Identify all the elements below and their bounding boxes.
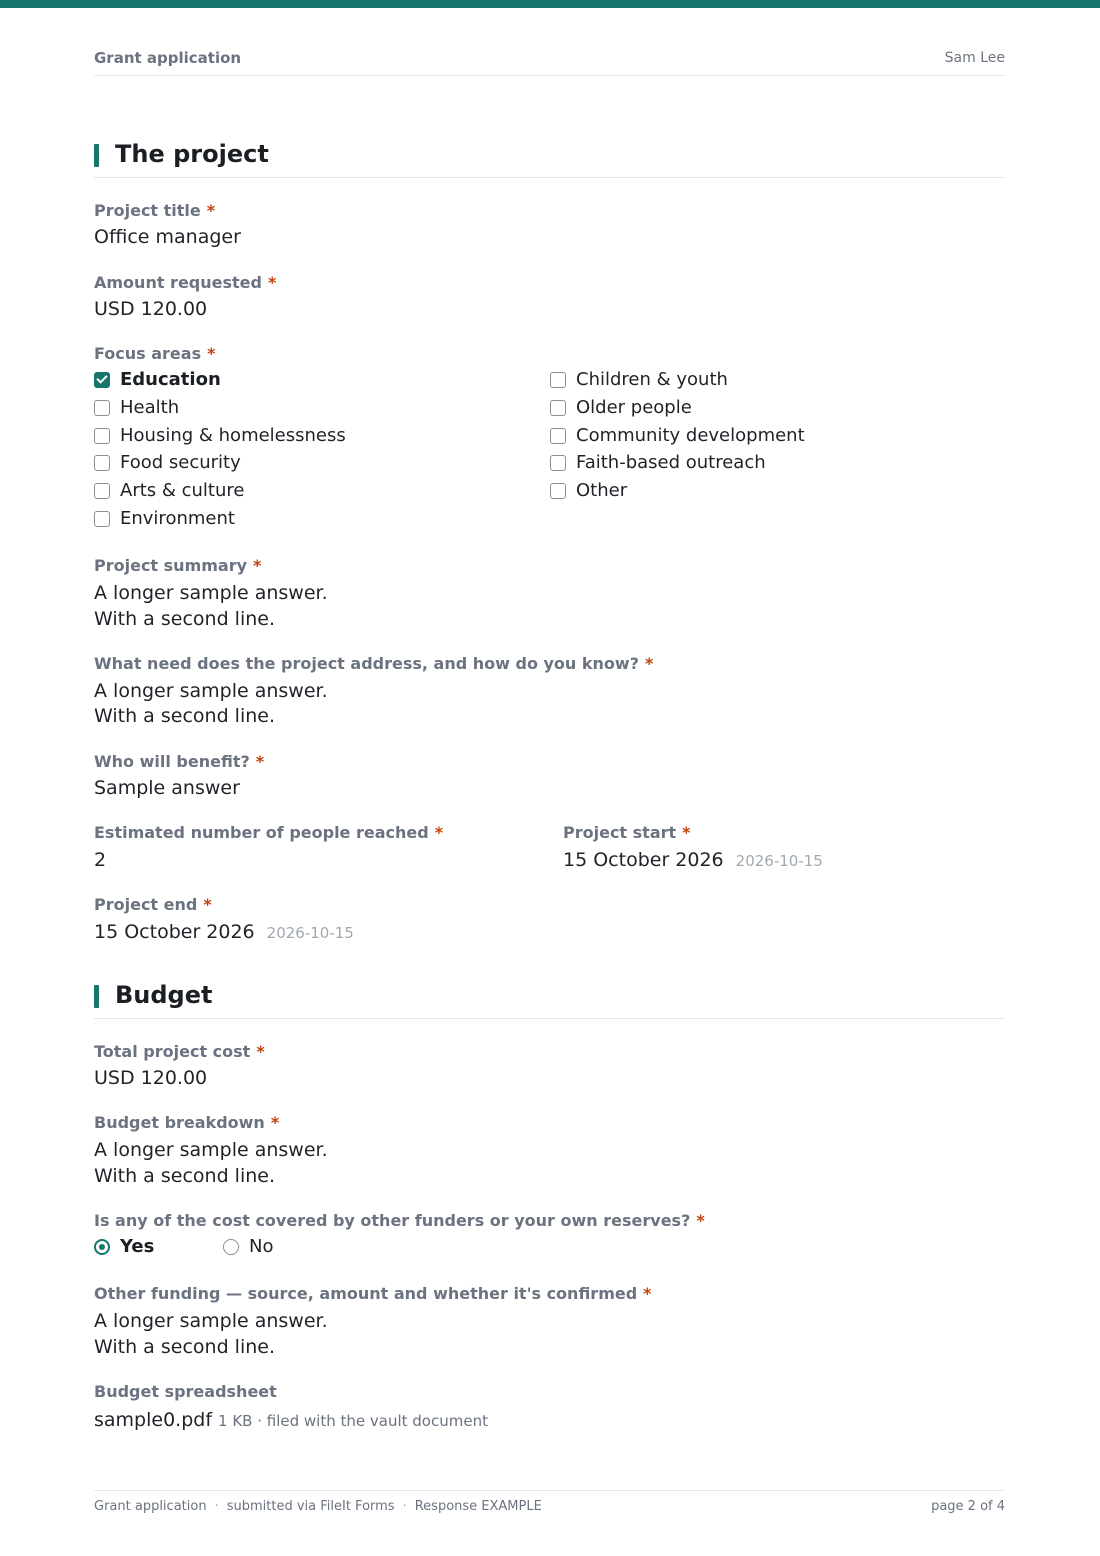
iso-date: 2026-10-15 bbox=[735, 852, 823, 870]
page-header bbox=[94, 48, 1005, 76]
app-title: Grant application bbox=[94, 49, 242, 67]
required-mark: * bbox=[434, 823, 444, 842]
iso-date: 2026-10-15 bbox=[266, 924, 354, 942]
radio-icon[interactable] bbox=[223, 1239, 239, 1255]
required-mark: * bbox=[256, 1042, 265, 1061]
project-summary-label: Project summary * bbox=[94, 556, 262, 575]
amount-requested-value: USD 120.00 bbox=[94, 298, 208, 320]
file-name[interactable]: sample0.pdf bbox=[94, 1409, 213, 1431]
required-mark: * bbox=[270, 1113, 280, 1132]
need-line1: A longer sample answer. bbox=[94, 680, 328, 702]
separator-dot: · bbox=[402, 1499, 407, 1514]
checkbox-icon[interactable] bbox=[94, 400, 110, 416]
people-reached-label: Estimated number of people reached * bbox=[94, 823, 444, 842]
option-label: No bbox=[249, 1236, 274, 1257]
need-label: What need does the project address, and how do you know? * bbox=[94, 654, 654, 673]
other-funding-line2: With a second line. bbox=[94, 1336, 275, 1358]
option-label: Environment bbox=[120, 508, 235, 529]
need-line2: With a second line. bbox=[94, 705, 275, 727]
beneficiaries-value: Sample answer bbox=[94, 777, 240, 799]
people-reached-value: 2 bbox=[94, 849, 107, 871]
option-label: Education bbox=[120, 369, 221, 390]
required-mark: * bbox=[267, 273, 277, 292]
option-label: Arts & culture bbox=[120, 480, 245, 501]
budget-breakdown-line2: With a second line. bbox=[94, 1165, 275, 1187]
other-funding-line1: A longer sample answer. bbox=[94, 1310, 328, 1332]
project-end-label: Project end * bbox=[94, 895, 212, 914]
option-label: Children & youth bbox=[576, 369, 728, 390]
required-mark: * bbox=[696, 1211, 705, 1230]
checkbox-icon[interactable] bbox=[550, 455, 566, 471]
project-title-value: Office manager bbox=[94, 226, 241, 248]
checkbox-icon[interactable] bbox=[550, 483, 566, 499]
budget-breakdown-label: Budget breakdown * bbox=[94, 1113, 280, 1132]
required-mark: * bbox=[206, 201, 216, 220]
project-start-label: Project start * bbox=[563, 823, 691, 842]
footer-form-name: Grant application bbox=[94, 1499, 207, 1514]
required-mark: * bbox=[643, 1284, 652, 1303]
checkbox-checked-icon[interactable] bbox=[94, 372, 110, 388]
required-mark: * bbox=[644, 654, 654, 673]
separator-dot: · bbox=[214, 1499, 219, 1514]
beneficiaries-label: Who will benefit? * bbox=[94, 752, 265, 771]
section-budget bbox=[94, 981, 1005, 1019]
option-label: Yes bbox=[120, 1236, 155, 1257]
checkbox-icon[interactable] bbox=[94, 511, 110, 527]
other-funding-label: Other funding — source, amount and whether it's confirmed * bbox=[94, 1284, 652, 1303]
project-summary-line1: A longer sample answer. bbox=[94, 582, 328, 604]
checkbox-icon[interactable] bbox=[550, 372, 566, 388]
section-accent-bar bbox=[94, 144, 99, 167]
footer-submitted-via: submitted via FileIt Forms bbox=[226, 1499, 395, 1514]
checkbox-icon[interactable] bbox=[94, 428, 110, 444]
required-mark: * bbox=[255, 752, 265, 771]
checkbox-icon[interactable] bbox=[550, 400, 566, 416]
footer-response: Response EXAMPLE bbox=[414, 1499, 542, 1514]
budget-spreadsheet-file[interactable] bbox=[94, 1407, 488, 1434]
required-mark: * bbox=[682, 823, 691, 842]
budget-breakdown-line1: A longer sample answer. bbox=[94, 1139, 328, 1161]
project-end-value: 15 October 2026 2026-10-15 bbox=[94, 921, 354, 943]
option-label: Other bbox=[576, 480, 628, 501]
user-name: Sam Lee bbox=[944, 50, 1005, 66]
required-mark: * bbox=[207, 344, 216, 363]
page-footer bbox=[94, 1490, 1005, 1520]
radio-selected-icon[interactable] bbox=[94, 1239, 110, 1255]
total-cost-label: Total project cost * bbox=[94, 1042, 265, 1061]
amount-requested-label: Amount requested * bbox=[94, 273, 277, 292]
option-label: Housing & homelessness bbox=[120, 425, 346, 446]
section-accent-bar bbox=[94, 985, 99, 1008]
section-the-project bbox=[94, 140, 1005, 178]
top-accent-bar bbox=[0, 0, 1100, 8]
project-start-value: 15 October 2026 2026-10-15 bbox=[563, 849, 823, 871]
other-funders-label: Is any of the cost covered by other funders or your own reserves? * bbox=[94, 1211, 705, 1230]
section-title: The project bbox=[115, 140, 269, 168]
project-title-label: Project title * bbox=[94, 201, 216, 220]
total-cost-value: USD 120.00 bbox=[94, 1067, 208, 1089]
checkbox-icon[interactable] bbox=[550, 428, 566, 444]
option-label: Community development bbox=[576, 425, 805, 446]
focus-areas-label: Focus areas * bbox=[94, 344, 216, 363]
option-label: Older people bbox=[576, 397, 692, 418]
checkbox-icon[interactable] bbox=[94, 483, 110, 499]
footer-left bbox=[94, 1499, 542, 1514]
file-meta: 1 KB · filed with the vault document bbox=[218, 1412, 488, 1430]
checkbox-icon[interactable] bbox=[94, 455, 110, 471]
section-title: Budget bbox=[115, 981, 213, 1009]
required-mark: * bbox=[253, 556, 262, 575]
project-summary-line2: With a second line. bbox=[94, 608, 275, 630]
option-label: Food security bbox=[120, 452, 241, 473]
page-number: page 2 of 4 bbox=[931, 1499, 1005, 1514]
option-label: Health bbox=[120, 397, 180, 418]
option-label: Faith-based outreach bbox=[576, 452, 766, 473]
required-mark: * bbox=[203, 895, 212, 914]
budget-spreadsheet-label: Budget spreadsheet bbox=[94, 1382, 277, 1401]
